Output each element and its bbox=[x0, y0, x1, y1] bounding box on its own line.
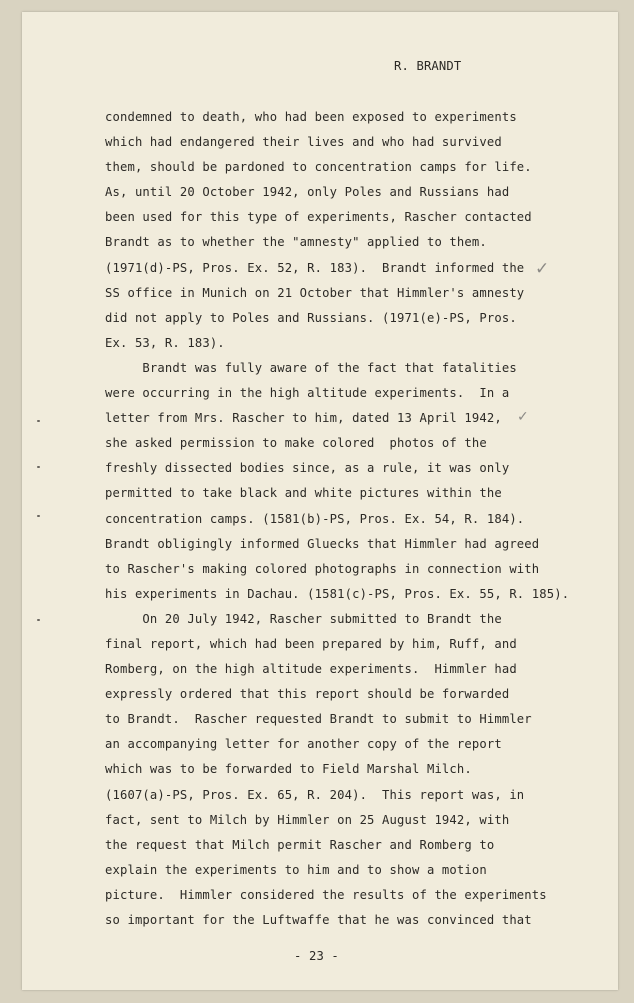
text-line: she asked permission to make colored photos of the bbox=[105, 436, 487, 451]
page-number: - 23 - bbox=[294, 949, 339, 963]
text-line: were occurring in the high altitude experiments. In a bbox=[105, 386, 510, 401]
text-line: expressly ordered that this report should be forwarded bbox=[105, 687, 510, 702]
text-line: As, until 20 October 1942, only Poles and Russians had bbox=[105, 185, 510, 200]
margin-mark bbox=[37, 420, 40, 422]
text-line: Ex. 53, R. 183). bbox=[105, 335, 225, 350]
text-line: which had endangered their lives and who had survived bbox=[105, 135, 502, 150]
page-header: R. BRANDT bbox=[394, 59, 462, 73]
text-line: fact, sent to Milch by Himmler on 25 August 1942, with bbox=[105, 812, 510, 827]
body-text bbox=[105, 105, 605, 933]
text-line: so important for the Luftwaffe that he was convinced that bbox=[105, 913, 532, 927]
margin-mark bbox=[37, 466, 40, 468]
text-line: concentration camps. (1581(b)-PS, Pros. Ex. 54, R. 184). bbox=[105, 511, 525, 526]
document-page bbox=[22, 12, 618, 990]
text-line: SS office in Munich on 21 October that Himmler's amnesty bbox=[105, 285, 525, 300]
margin-mark bbox=[37, 515, 40, 517]
text-line: his experiments in Dachau. (1581(c)-PS, Pros. Ex. 55, R. 185). bbox=[105, 586, 570, 601]
text-line: to Rascher's making colored photographs in connection with bbox=[105, 561, 540, 576]
text-line: Brandt as to whether the "amnesty" applied to them. bbox=[105, 235, 487, 250]
checkmark-annotation-icon: ✓ bbox=[517, 409, 529, 425]
text-line: which was to be forwarded to Field Marshal Milch. bbox=[105, 762, 472, 777]
text-line: (1971(d)-PS, Pros. Ex. 52, R. 183). Brandt informed the bbox=[105, 260, 525, 275]
text-line: been used for this type of experiments, Rascher contacted bbox=[105, 210, 532, 225]
text-line: explain the experiments to him and to show a motion bbox=[105, 862, 487, 877]
text-line: Brandt obligingly informed Gluecks that Himmler had agreed bbox=[105, 536, 540, 551]
text-line: letter from Mrs. Rascher to him, dated 13 April 1942, bbox=[105, 411, 502, 426]
text-line: permitted to take black and white pictures within the bbox=[105, 486, 502, 501]
text-line: Romberg, on the high altitude experiments. Himmler had bbox=[105, 662, 517, 677]
text-line: them, should be pardoned to concentration camps for life. bbox=[105, 160, 532, 175]
text-line: Brandt was fully aware of the fact that fatalities bbox=[105, 360, 517, 375]
checkmark-annotation-icon: ✓ bbox=[535, 259, 550, 279]
text-line: condemned to death, who had been exposed to experiments bbox=[105, 110, 517, 124]
text-line: the request that Milch permit Rascher and Romberg to bbox=[105, 837, 495, 852]
text-line: On 20 July 1942, Rascher submitted to Brandt the bbox=[105, 611, 502, 626]
text-line: picture. Himmler considered the results of the experiments bbox=[105, 887, 547, 902]
text-line: to Brandt. Rascher requested Brandt to submit to Himmler bbox=[105, 712, 532, 727]
text-line: final report, which had been prepared by him, Ruff, and bbox=[105, 636, 517, 651]
text-line: freshly dissected bodies since, as a rule, it was only bbox=[105, 461, 510, 476]
margin-mark bbox=[37, 619, 40, 621]
text-line: an accompanying letter for another copy of the report bbox=[105, 737, 502, 752]
text-line: (1607(a)-PS, Pros. Ex. 65, R. 204). This report was, in bbox=[105, 787, 525, 802]
text-line: did not apply to Poles and Russians. (1971(e)-PS, Pros. bbox=[105, 310, 517, 325]
